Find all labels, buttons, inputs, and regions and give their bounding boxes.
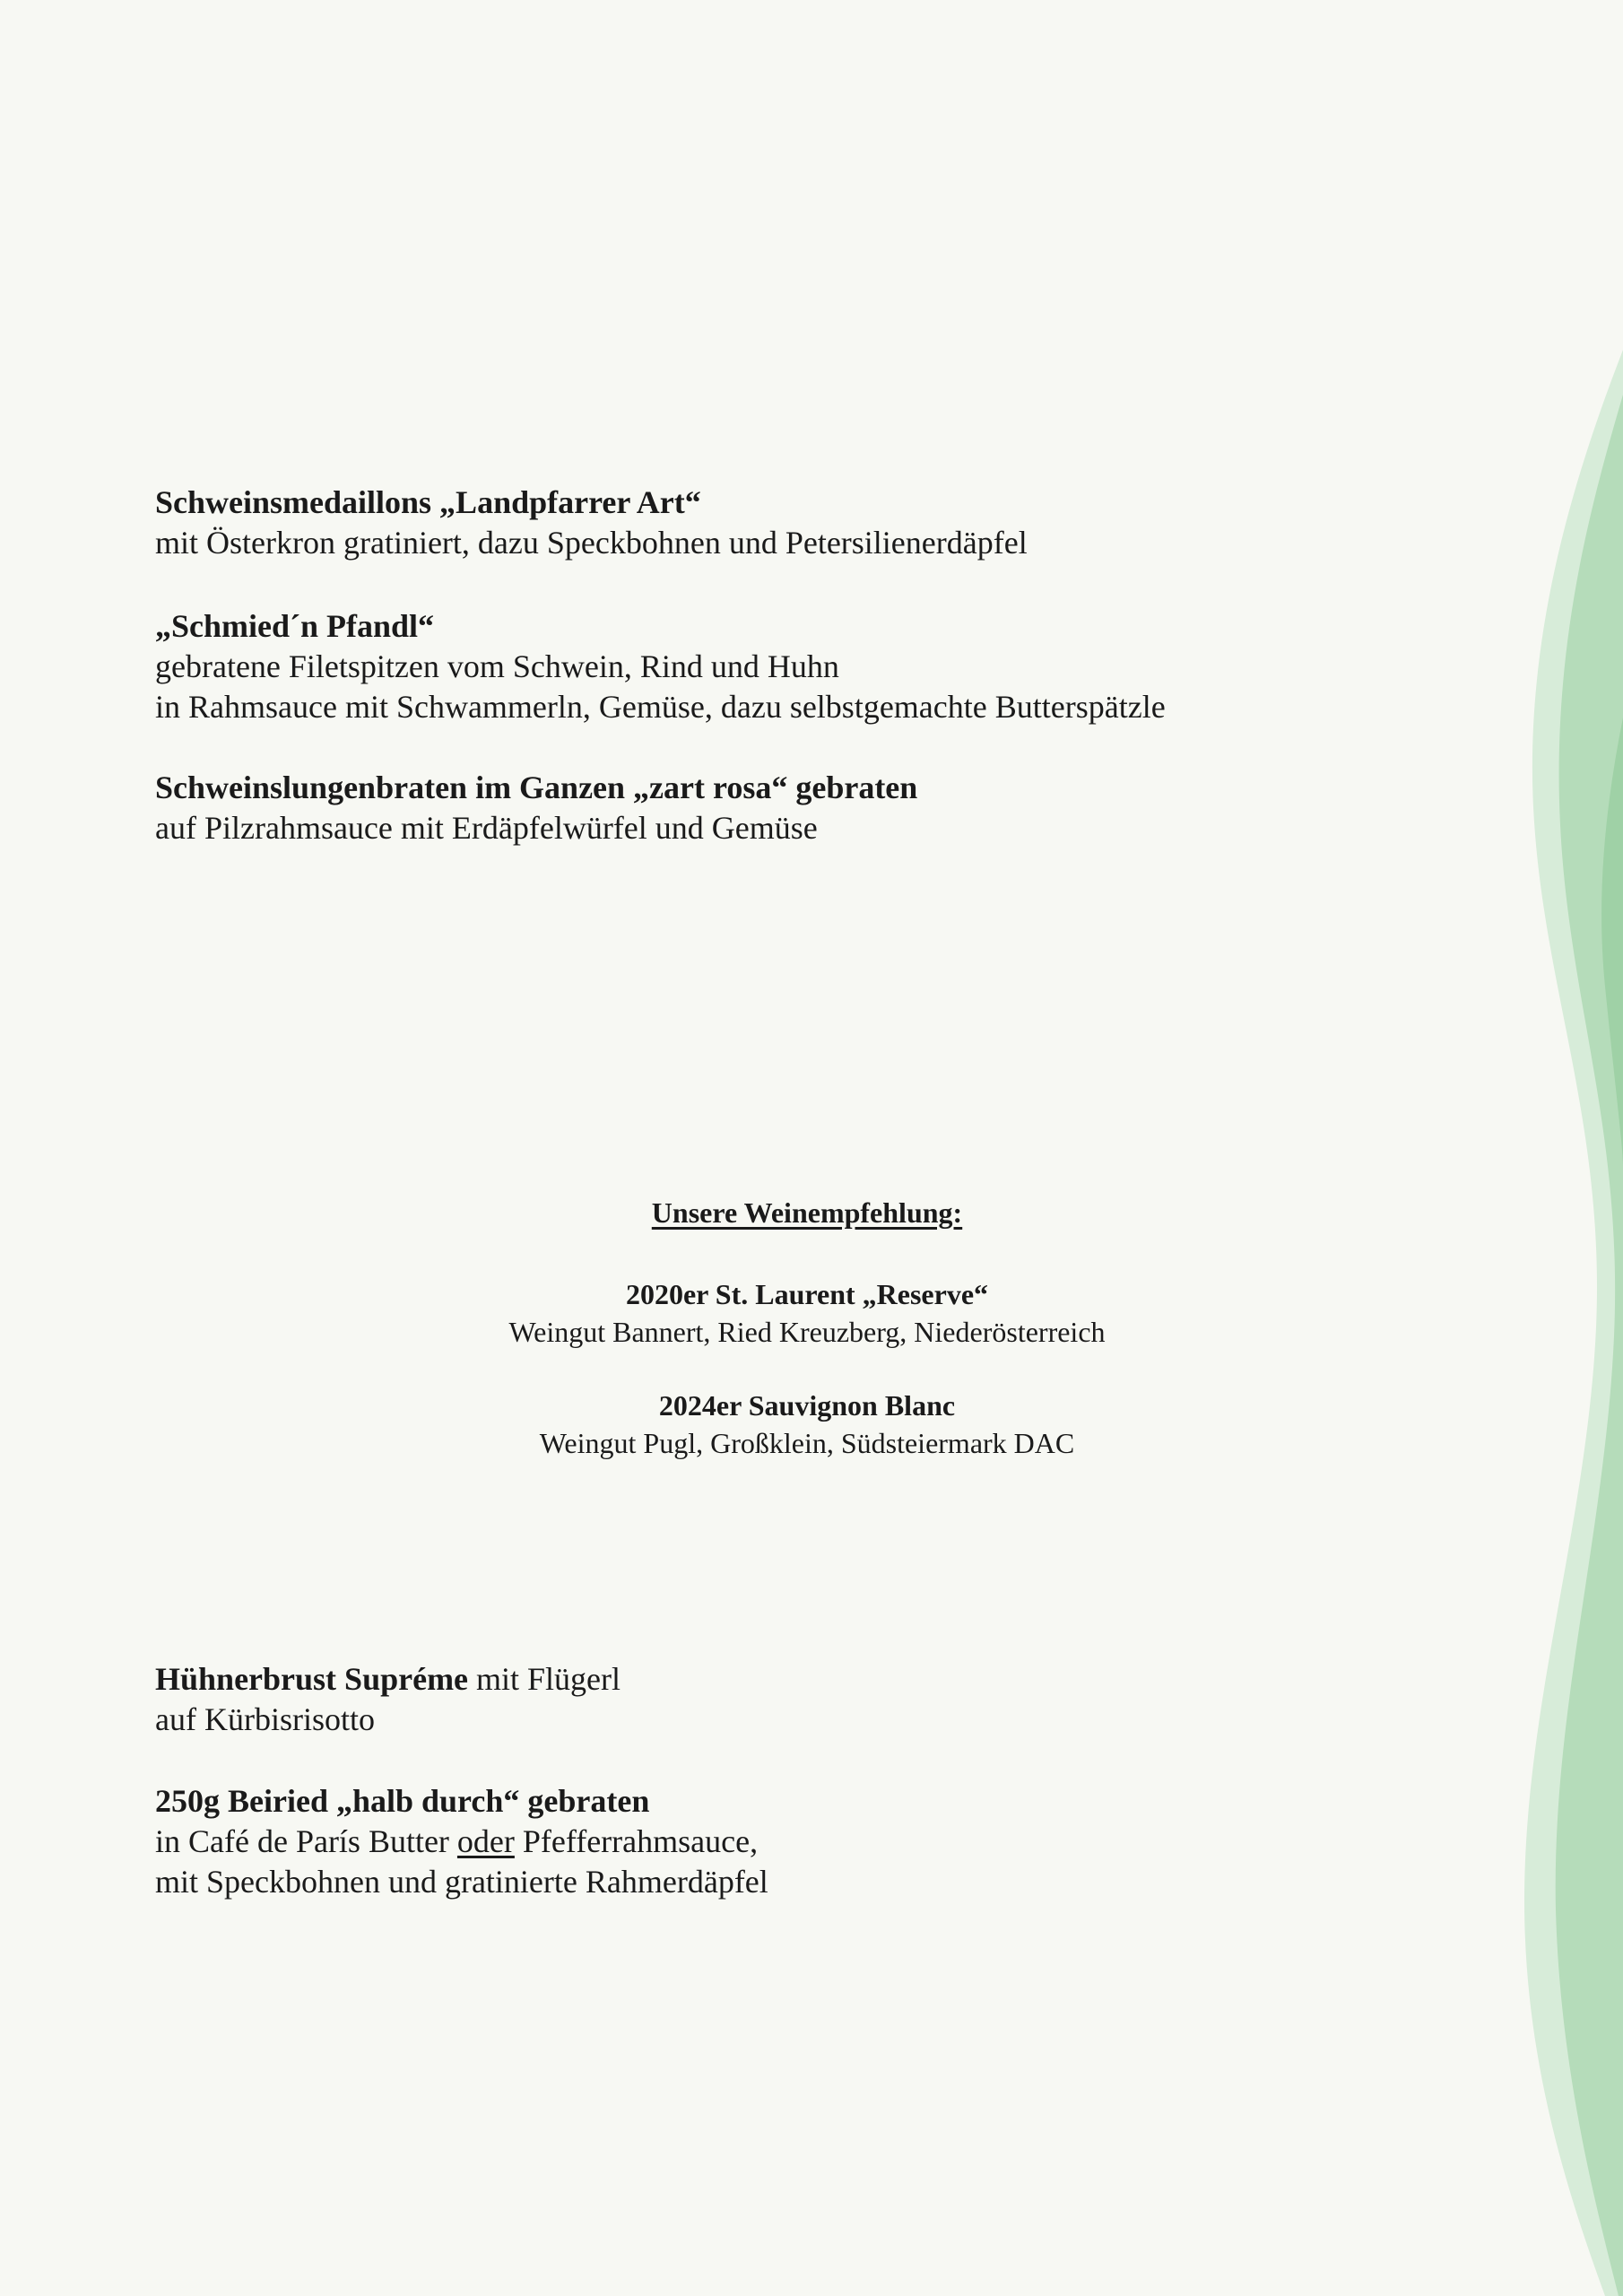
wine-name: 2024er Sauvignon Blanc <box>658 1389 956 1422</box>
decorative-green-wave <box>1471 0 1623 2296</box>
dish-beiried <box>155 1781 768 1902</box>
dish-name: Schweinslungenbraten im Ganzen „zart rosa“ gebraten <box>155 770 918 805</box>
dish-name-suffix: mit Flügerl <box>468 1661 621 1697</box>
dish-schweinslungenbraten <box>155 768 917 848</box>
wine-heading: Unsere Weinempfehlung: <box>651 1196 963 1229</box>
wine-name: 2020er St. Laurent „Reserve“ <box>625 1278 989 1310</box>
dish-description: auf Pilzrahmsauce mit Erdäpfelwürfel und Gemüse <box>155 810 818 846</box>
wine-origin: Weingut Pugl, Großklein, Südsteiermark DAC <box>539 1427 1075 1459</box>
dish-name: Hühnerbrust Supréme <box>155 1661 469 1697</box>
dish-schmiedn-pfandl <box>155 606 1166 727</box>
description-part: in Café de París Butter <box>155 1823 457 1859</box>
dish-description: in Rahmsauce mit Schwammerln, Gemüse, dazu selbstgemachte Butterspätzle <box>155 689 1166 725</box>
wine-item <box>359 1387 1255 1462</box>
dish-name: Schweinsmedaillons „Landpfarrer Art“ <box>155 484 701 520</box>
dish-name: „Schmied´n Pfandl“ <box>155 608 435 644</box>
dish-description: mit Österkron gratiniert, dazu Speckbohnen und Petersilienerdäpfel <box>155 525 1028 561</box>
wine-origin: Weingut Bannert, Ried Kreuzberg, Niederösterreich <box>508 1316 1106 1348</box>
dish-schweinsmedaillons <box>155 483 1028 563</box>
dish-name: 250g Beiried „halb durch“ gebraten <box>155 1783 650 1819</box>
underlined-oder: oder <box>456 1823 515 1859</box>
wine-item <box>359 1275 1255 1351</box>
dish-description: mit Speckbohnen und gratinierte Rahmerdäpfel <box>155 1864 768 1900</box>
dish-huehnerbrust <box>155 1659 621 1740</box>
description-part: Pfefferrahmsauce, <box>514 1823 759 1859</box>
dish-description: auf Kürbisrisotto <box>155 1701 375 1737</box>
dish-description: gebratene Filetspitzen vom Schwein, Rind und Huhn <box>155 648 839 684</box>
dish-description <box>155 1822 768 1862</box>
dish-name-line <box>155 1659 621 1700</box>
